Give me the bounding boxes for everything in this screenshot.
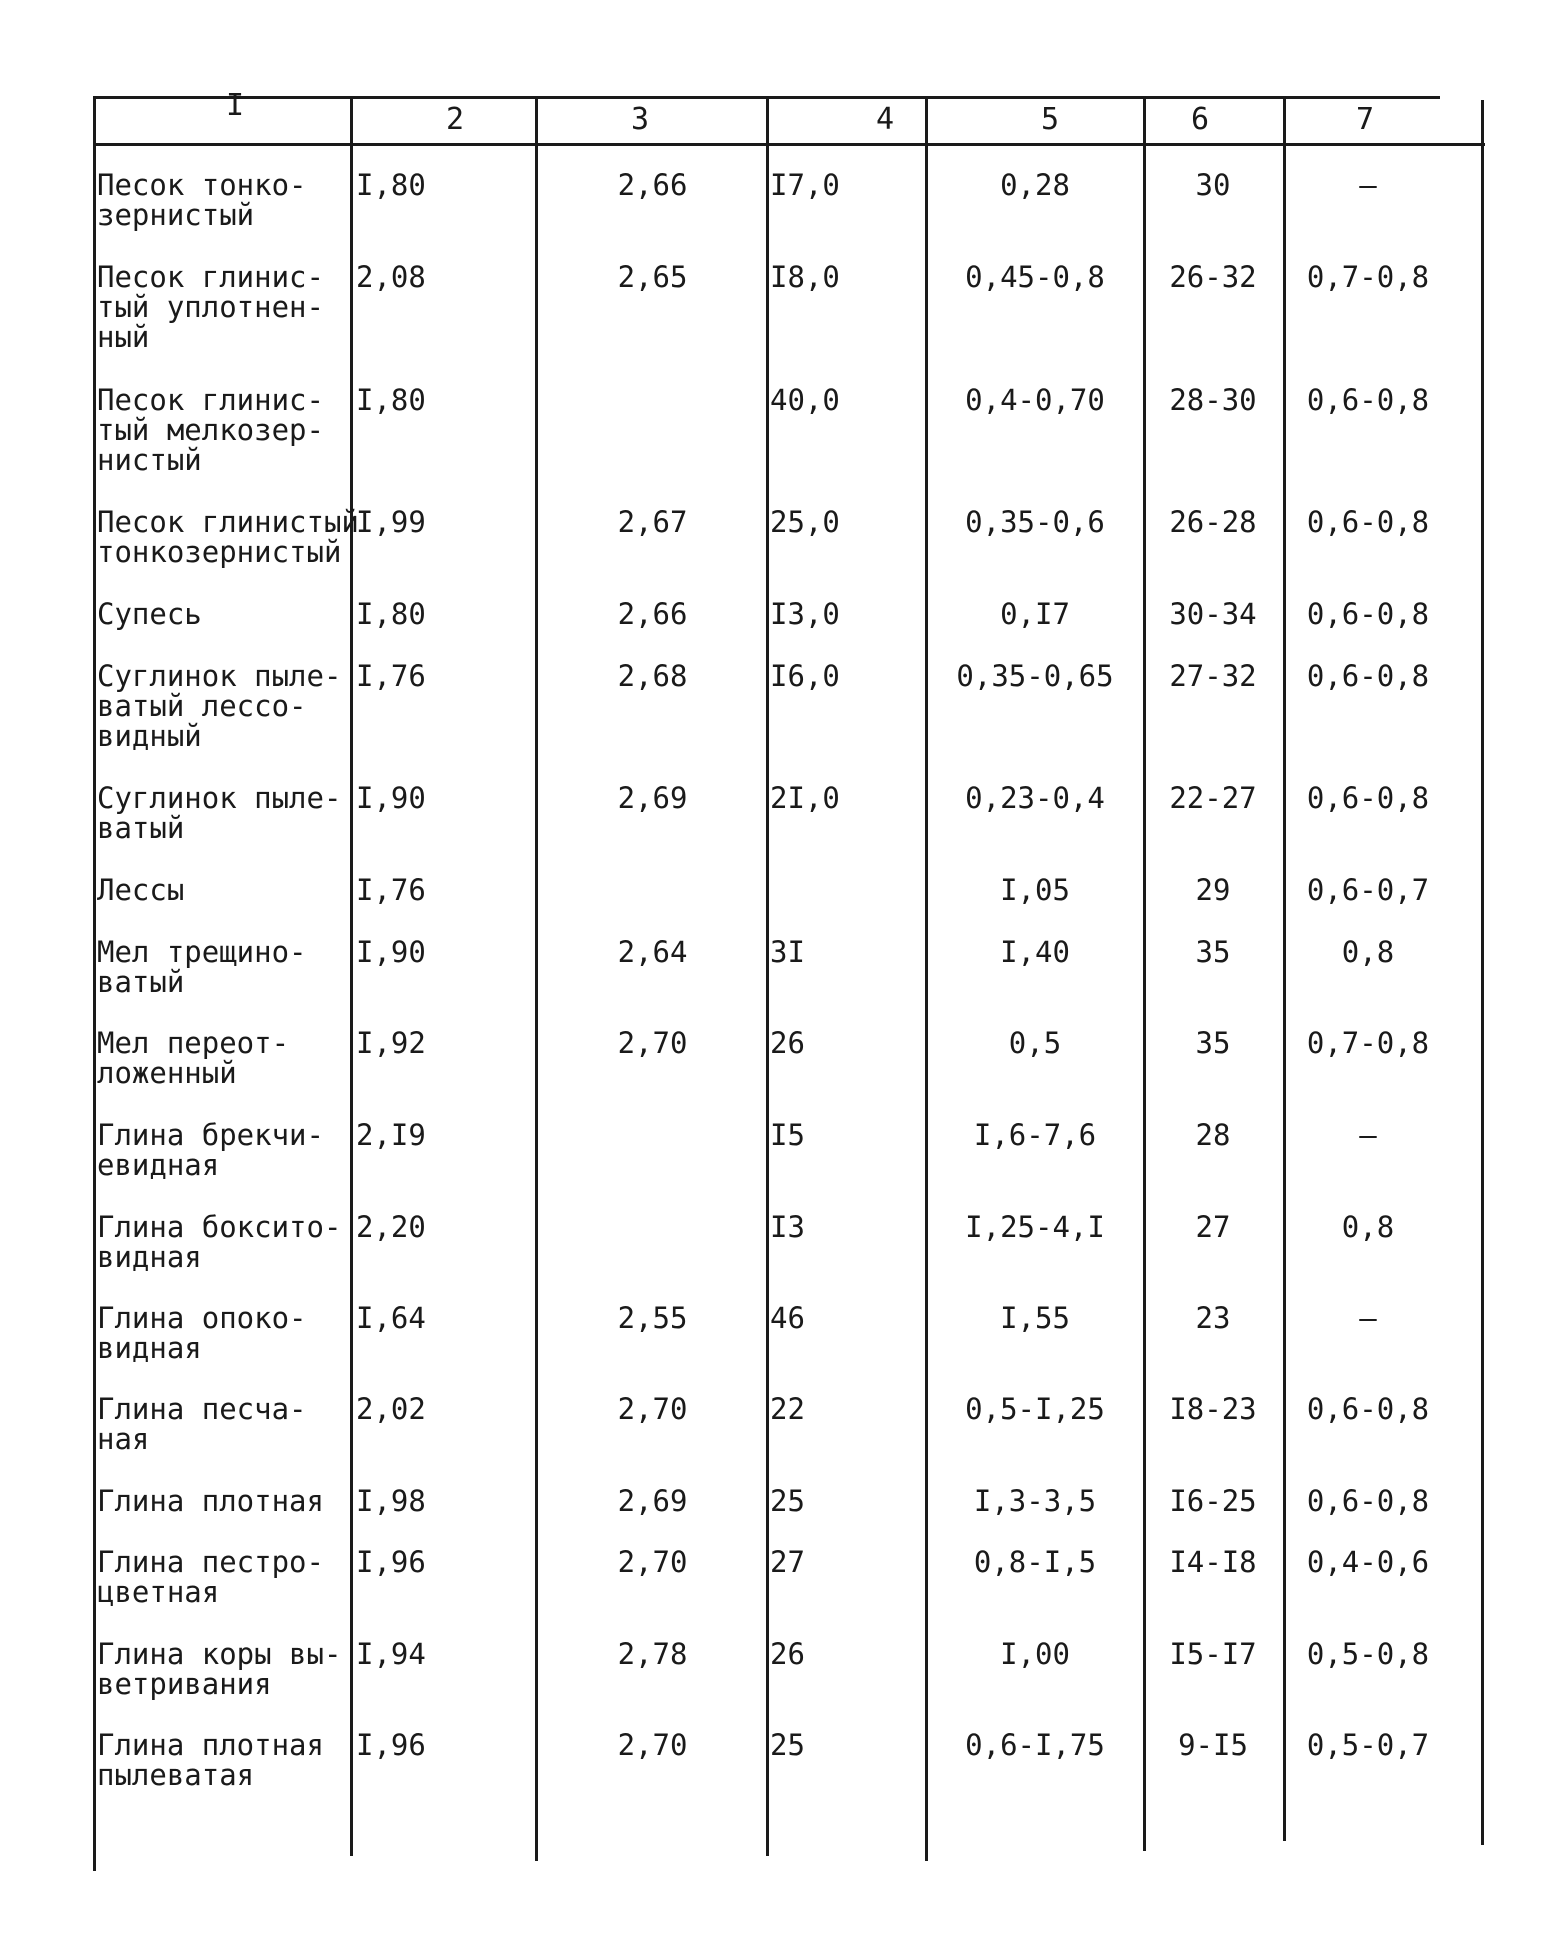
- soil-name-cell: Глина боксито- видная: [97, 1210, 342, 1274]
- soil-name-cell: Песок глинис- тый мелкозер- нистый: [97, 383, 324, 477]
- value-cell-2: I,64: [356, 1301, 426, 1335]
- value-cell-6: I8-23: [1169, 1392, 1257, 1426]
- value-cell-2: I,90: [356, 781, 426, 815]
- value-cell-2: I,90: [356, 935, 426, 969]
- value-cell-2: I,80: [356, 597, 426, 631]
- column-header-4: 4: [875, 102, 895, 137]
- soil-name-cell: Глина плотная: [97, 1484, 324, 1518]
- value-cell-5: 0,5-I,25: [965, 1392, 1105, 1426]
- soil-name-cell: Мел переот- ложенный: [97, 1026, 290, 1090]
- value-cell-2: I,99: [356, 505, 426, 539]
- column-divider-right: [1481, 100, 1484, 1845]
- value-cell-3: 2,70: [617, 1026, 688, 1060]
- value-cell-4: 26: [770, 1026, 805, 1060]
- value-cell-5: 0,28: [1000, 168, 1070, 202]
- value-cell-3: 2,65: [617, 260, 688, 294]
- value-cell-6: 35: [1195, 1026, 1231, 1060]
- column-divider-2-3: [535, 96, 538, 1861]
- value-cell-7: 0,7-0,8: [1306, 260, 1430, 294]
- soil-name-cell: Суглинок пыле- ватый: [97, 781, 342, 845]
- value-cell-5: 0,8-I,5: [973, 1545, 1097, 1579]
- value-cell-7: –: [1359, 1301, 1377, 1335]
- value-cell-3: 2,78: [617, 1637, 688, 1671]
- value-cell-3: 2,70: [617, 1728, 688, 1762]
- value-cell-7: 0,5-0,7: [1306, 1728, 1430, 1762]
- value-cell-6: 26-32: [1169, 260, 1257, 294]
- value-cell-2: I,80: [356, 168, 426, 202]
- value-cell-7: –: [1359, 168, 1377, 202]
- value-cell-3: 2,64: [617, 935, 688, 969]
- value-cell-4: 27: [770, 1545, 805, 1579]
- soil-name-cell: Песок глинис- тый уплотнен- ный: [97, 260, 324, 354]
- value-cell-5: 0,6-I,75: [965, 1728, 1105, 1762]
- value-cell-7: 0,6-0,8: [1306, 781, 1430, 815]
- value-cell-6: 29: [1195, 873, 1231, 907]
- value-cell-7: 0,8: [1341, 935, 1395, 969]
- value-cell-7: 0,6-0,8: [1306, 1392, 1430, 1426]
- value-cell-4: I3,0: [770, 597, 840, 631]
- soil-name-cell: Суглинок пыле- ватый лессо- видный: [97, 659, 342, 753]
- value-cell-7: 0,5-0,8: [1306, 1637, 1430, 1671]
- value-cell-6: 22-27: [1169, 781, 1257, 815]
- value-cell-3: 2,70: [617, 1545, 688, 1579]
- column-header-1: I: [225, 88, 245, 123]
- soil-name-cell: Песок глинистый тонкозернистый: [97, 505, 359, 569]
- soil-name-cell: Глина опоко- видная: [97, 1301, 307, 1365]
- value-cell-6: 28-30: [1169, 383, 1257, 417]
- value-cell-2: I,98: [356, 1484, 426, 1518]
- soil-name-cell: Глина коры вы- ветривания: [97, 1637, 342, 1701]
- value-cell-5: 0,I7: [1000, 597, 1070, 631]
- value-cell-5: I,40: [1000, 935, 1070, 969]
- value-cell-5: I,3-3,5: [973, 1484, 1097, 1518]
- value-cell-5: I,6-7,6: [973, 1118, 1097, 1152]
- column-divider-4-5: [925, 96, 928, 1861]
- value-cell-6: I5-I7: [1169, 1637, 1257, 1671]
- value-cell-7: 0,4-0,6: [1306, 1545, 1430, 1579]
- value-cell-4: I5: [770, 1118, 805, 1152]
- value-cell-5: 0,35-0,65: [956, 659, 1114, 693]
- value-cell-6: 27: [1195, 1210, 1231, 1244]
- value-cell-3: 2,55: [617, 1301, 688, 1335]
- value-cell-4: 3I: [770, 935, 805, 969]
- value-cell-2: I,76: [356, 659, 426, 693]
- value-cell-4: 26: [770, 1637, 805, 1671]
- value-cell-6: 35: [1195, 935, 1231, 969]
- value-cell-4: 25,0: [770, 505, 840, 539]
- value-cell-7: 0,6-0,7: [1306, 873, 1430, 907]
- value-cell-4: I8,0: [770, 260, 840, 294]
- column-header-2: 2: [445, 102, 465, 137]
- soil-name-cell: Глина брекчи- евидная: [97, 1118, 324, 1182]
- soil-name-cell: Лессы: [97, 873, 185, 907]
- value-cell-7: 0,8: [1341, 1210, 1395, 1244]
- column-header-7: 7: [1355, 102, 1375, 137]
- soil-name-cell: Мел трещино- ватый: [97, 935, 307, 999]
- value-cell-7: 0,6-0,8: [1306, 383, 1430, 417]
- soil-name-cell: Глина пестро- цветная: [97, 1545, 324, 1609]
- value-cell-4: I3: [770, 1210, 805, 1244]
- value-cell-5: I,55: [1000, 1301, 1070, 1335]
- value-cell-7: –: [1359, 1118, 1377, 1152]
- value-cell-6: 30: [1195, 168, 1231, 202]
- soil-name-cell: Супесь: [97, 597, 202, 631]
- value-cell-3: 2,66: [617, 168, 688, 202]
- soil-name-cell: Песок тонко- зернистый: [97, 168, 307, 232]
- value-cell-3: 2,70: [617, 1392, 688, 1426]
- value-cell-2: I,80: [356, 383, 426, 417]
- value-cell-5: I,25-4,I: [965, 1210, 1105, 1244]
- value-cell-6: I6-25: [1169, 1484, 1257, 1518]
- value-cell-4: I6,0: [770, 659, 840, 693]
- value-cell-3: 2,66: [617, 597, 688, 631]
- value-cell-7: 0,6-0,8: [1306, 1484, 1430, 1518]
- value-cell-5: 0,5: [1008, 1026, 1062, 1060]
- column-header-3: 3: [630, 102, 650, 137]
- value-cell-3: 2,69: [617, 781, 688, 815]
- value-cell-2: I,94: [356, 1637, 426, 1671]
- value-cell-6: 27-32: [1169, 659, 1257, 693]
- value-cell-6: 23: [1195, 1301, 1231, 1335]
- value-cell-5: 0,23-0,4: [965, 781, 1105, 815]
- value-cell-5: 0,4-0,70: [965, 383, 1105, 417]
- value-cell-7: 0,7-0,8: [1306, 1026, 1430, 1060]
- value-cell-6: 9-I5: [1178, 1728, 1248, 1762]
- value-cell-2: I,96: [356, 1545, 426, 1579]
- value-cell-6: 30-34: [1169, 597, 1257, 631]
- value-cell-5: I,00: [1000, 1637, 1070, 1671]
- value-cell-2: 2,I9: [356, 1118, 426, 1152]
- value-cell-2: I,92: [356, 1026, 426, 1060]
- value-cell-2: 2,02: [356, 1392, 426, 1426]
- value-cell-5: 0,45-0,8: [965, 260, 1105, 294]
- column-header-6: 6: [1190, 102, 1210, 137]
- value-cell-6: I4-I8: [1169, 1545, 1257, 1579]
- value-cell-4: 2I,0: [770, 781, 840, 815]
- value-cell-7: 0,6-0,8: [1306, 659, 1430, 693]
- value-cell-4: 25: [770, 1484, 805, 1518]
- soil-name-cell: Глина плотная пылеватая: [97, 1728, 324, 1792]
- value-cell-7: 0,6-0,8: [1306, 597, 1430, 631]
- column-divider-left: [93, 96, 96, 1871]
- soil-name-cell: Глина песча- ная: [97, 1392, 307, 1456]
- value-cell-2: I,76: [356, 873, 426, 907]
- header-bottom-rule: [95, 143, 1485, 146]
- column-divider-6-7: [1283, 96, 1286, 1841]
- value-cell-4: 40,0: [770, 383, 840, 417]
- value-cell-7: 0,6-0,8: [1306, 505, 1430, 539]
- value-cell-5: I,05: [1000, 873, 1070, 907]
- value-cell-4: I7,0: [770, 168, 840, 202]
- value-cell-2: 2,20: [356, 1210, 426, 1244]
- value-cell-3: 2,67: [617, 505, 688, 539]
- column-divider-5-6: [1143, 96, 1146, 1851]
- value-cell-4: 22: [770, 1392, 805, 1426]
- value-cell-3: 2,68: [617, 659, 688, 693]
- value-cell-4: 46: [770, 1301, 805, 1335]
- value-cell-4: 25: [770, 1728, 805, 1762]
- value-cell-3: 2,69: [617, 1484, 688, 1518]
- column-header-5: 5: [1040, 102, 1060, 137]
- value-cell-6: 28: [1195, 1118, 1231, 1152]
- column-divider-3-4: [766, 96, 769, 1856]
- value-cell-2: I,96: [356, 1728, 426, 1762]
- value-cell-6: 26-28: [1169, 505, 1257, 539]
- value-cell-5: 0,35-0,6: [965, 505, 1105, 539]
- value-cell-2: 2,08: [356, 260, 426, 294]
